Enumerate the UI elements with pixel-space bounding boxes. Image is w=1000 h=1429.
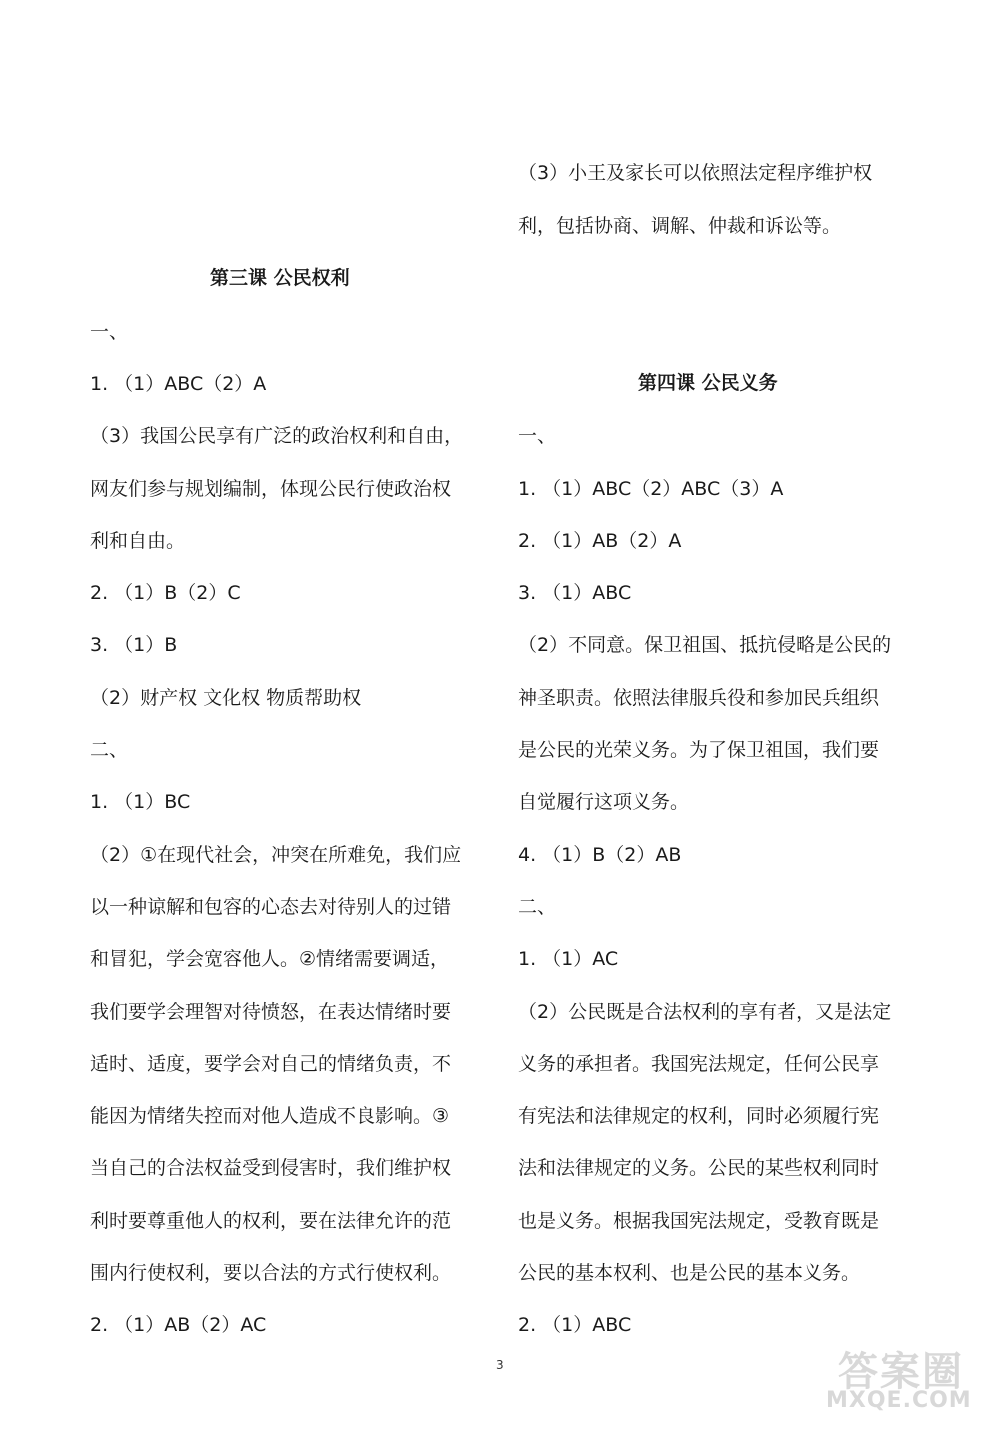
right-line: （2）公民既是合法权利的享有者，又是法定 [518,1001,892,1023]
left-line: 以一种谅解和包容的心态去对待别人的过错 [90,896,452,918]
left-line: 1. （1）ABC（2）A [90,373,267,395]
right-line: 一、 [518,425,557,447]
right-line: 有宪法和法律规定的权利，同时必须履行宪 [518,1105,880,1127]
right-line: 也是义务。根据我国宪法规定，受教育既是 [518,1210,880,1232]
left-line: 利时要尊重他人的权利，要在法律允许的范 [90,1210,452,1232]
left-line: 一、 [90,321,129,343]
left-line: 能因为情绪失控而对他人造成不良影响。③ [90,1105,450,1127]
left-line: 网友们参与规划编制，体现公民行使政治权 [90,478,452,500]
left-line: （2）财产权 文化权 物质帮助权 [90,687,362,709]
left-line: 我们要学会理智对待愤怒，在表达情绪时要 [90,1001,452,1023]
watermark-url: MXQE.COM [826,1388,972,1413]
watermark-logo [820,1340,990,1420]
left-line: 二、 [90,739,129,761]
right-top-line: （3）小王及家长可以依照法定程序维护权 [518,162,873,184]
right-line: 法和法律规定的义务。公民的某些权利同时 [518,1157,880,1179]
left-line: 围内行使权利，要以合法的方式行使权利。 [90,1262,452,1284]
left-line: 利和自由。 [90,530,186,552]
right-line: 神圣职责。依照法律服兵役和参加民兵组织 [518,687,880,709]
left-line: （2）①在现代社会，冲突在所难免，我们应 [90,844,462,866]
right-line: 2. （1）AB（2）A [518,530,682,552]
right-line: 1. （1）ABC（2）ABC（3）A [518,478,784,500]
left-line: 2. （1）AB（2）AC [90,1314,267,1336]
right-top-line: 利，包括协商、调解、仲裁和诉讼等。 [518,215,842,237]
lesson-4-title: 第四课 公民义务 [638,372,778,394]
right-line: 1. （1）AC [518,948,619,970]
right-line: 公民的基本权利、也是公民的基本义务。 [518,1262,861,1284]
left-line: 和冒犯，学会宽容他人。②情绪需要调适， [90,948,450,970]
lesson-3-title: 第三课 公民权利 [210,267,350,289]
left-line: 3. （1）B [90,634,178,656]
right-line: 4. （1）B（2）AB [518,844,682,866]
left-line: 1. （1）BC [90,791,191,813]
right-line: 3. （1）ABC [518,582,632,604]
left-line: （3）我国公民享有广泛的政治权利和自由， [90,425,464,447]
left-line: 当自己的合法权益受到侵害时，我们维护权 [90,1157,452,1179]
right-line: 二、 [518,896,557,918]
left-line: 适时、适度，要学会对自己的情绪负责，不 [90,1053,452,1075]
right-line: 义务的承担者。我国宪法规定，任何公民享 [518,1053,880,1075]
right-line: 是公民的光荣义务。为了保卫祖国，我们要 [518,739,880,761]
right-line: 自觉履行这项义务。 [518,791,690,813]
right-line: 2. （1）ABC [518,1314,632,1336]
watermark-text: 答案圈 [838,1349,964,1395]
right-line: （2）不同意。保卫祖国、抵抗侵略是公民的 [518,634,892,656]
left-line: 2. （1）B（2）C [90,582,241,604]
page-number: 3 [496,1358,504,1372]
